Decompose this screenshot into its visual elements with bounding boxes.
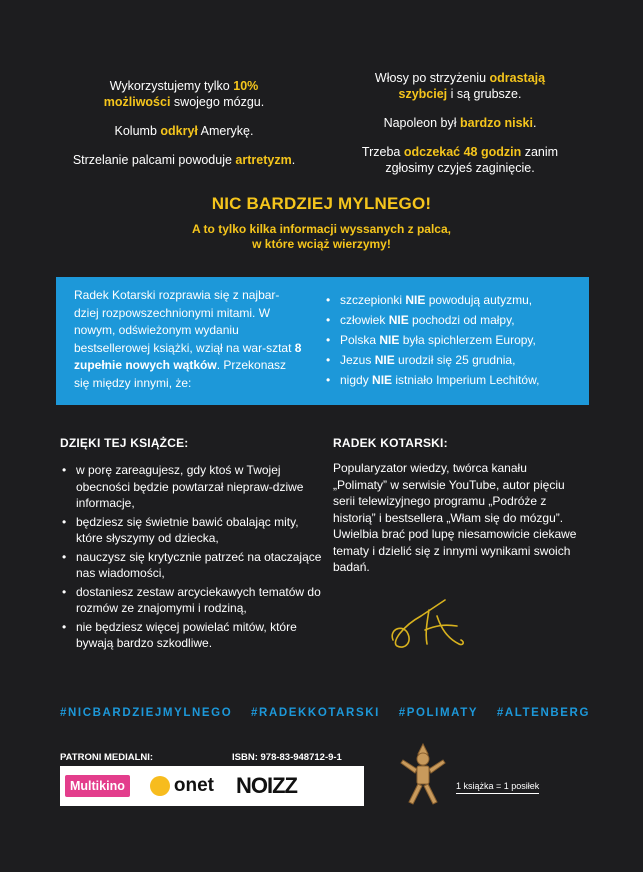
myth-brain: Wykorzystujemy tylko 10% możliwości swojego mózgu. — [103, 79, 265, 109]
slogan: 1 książka = 1 posiłek — [456, 781, 539, 794]
hashtag: #NICBARDZIEJMYLNEGO — [60, 707, 233, 719]
list-item: • nigdy NIE istniało Imperium Lechitów, — [328, 370, 539, 390]
author-bio: Popularyzator wiedzy, twórca kanału „Polimaty” w serwisie YouTube, autor pięciu serii telewizyjnego programu „Podróże z historią” i bestsellera „Włam się do mózgu”. Uwielbia brać pod lupę niesamowicie ciekawe tematy i dzielić się z innymi wynikami swoich badań. — [333, 461, 577, 574]
onet-logo: onet — [150, 775, 214, 797]
subline: A to tylko kilka informacji wyssanych z palca, w które wciąż wierzymy! — [192, 222, 451, 251]
myths-box — [56, 277, 589, 405]
list-item: • Polska NIE była spichlerzem Europy, — [328, 330, 539, 350]
noizz-logo: NOIZZ — [235, 773, 297, 798]
list-item: • dostaniesz zestaw arcyciekawych tematów do rozmów ze znajomymi i rodziną, — [60, 584, 322, 617]
hashtag: #RADEKKOTARSKI — [251, 707, 380, 719]
hashtag: #ALTENBERG — [496, 707, 590, 719]
myth-columbus: Kolumb odkrył Amerykę. — [114, 124, 254, 138]
isbn: ISBN: 978-83-948712-9-1 — [232, 752, 342, 763]
hashtags — [60, 707, 590, 719]
signature-icon — [387, 596, 467, 659]
benefits-list — [60, 462, 322, 654]
benefits-title: DZIĘKI TEJ KSIĄŻCE: — [60, 436, 189, 450]
list-item: • będziesz się świetnie bawić obalając mity, które słyszymy od dziecka, — [60, 514, 322, 547]
list-item: • człowiek NIE pochodzi od małpy, — [328, 310, 539, 330]
myths-box-intro: Radek Kotarski rozprawia się z najbar-dziej rozpowszechnionymi mitami. W nowym, odświeżonym wydaniu bestsellerowej książki, wziął na war-sztat 8 zupełnie nowych wątków. Przekonasz się między innymi, że: — [74, 288, 302, 390]
onet-dot-icon — [150, 776, 170, 796]
debunked-myths-list — [328, 290, 539, 390]
myth-knuckles: Strzelanie palcami powoduje artretyzm. — [72, 153, 296, 167]
patron-logos — [60, 766, 364, 806]
author-title: RADEK KOTARSKI: — [333, 436, 448, 450]
headline: NIC BARDZIEJ MYLNEGO! — [211, 194, 432, 213]
list-item: • nauczysz się krytycznie patrzeć na otaczające nas wiadomości, — [60, 549, 322, 582]
myth-napoleon: Napoleon był bardzo niski. — [383, 116, 537, 130]
patrons-label: PATRONI MEDIALNI: — [60, 752, 154, 763]
myth-hair: Włosy po strzyżeniu odrastają szybciej i są grubsze. — [374, 71, 546, 101]
list-item: • nie będziesz więcej powielać mitów, które bywają bardzo szkodliwe. — [60, 619, 322, 652]
mascot-icon — [397, 742, 449, 815]
myth-missing-person: Trzeba odczekać 48 godzin zanim zgłosimy czyjeś zaginięcie. — [361, 145, 559, 175]
list-item: • szczepionki NIE powodują autyzmu, — [328, 290, 539, 310]
hashtag: #POLIMATY — [398, 707, 479, 719]
list-item: • Jezus NIE urodził się 25 grudnia, — [328, 350, 539, 370]
list-item: • w porę zareagujesz, gdy ktoś w Twojej obecności będzie powtarzał niepraw-dziwe informacje, — [60, 462, 322, 512]
multikino-logo: Multikino — [65, 775, 130, 797]
